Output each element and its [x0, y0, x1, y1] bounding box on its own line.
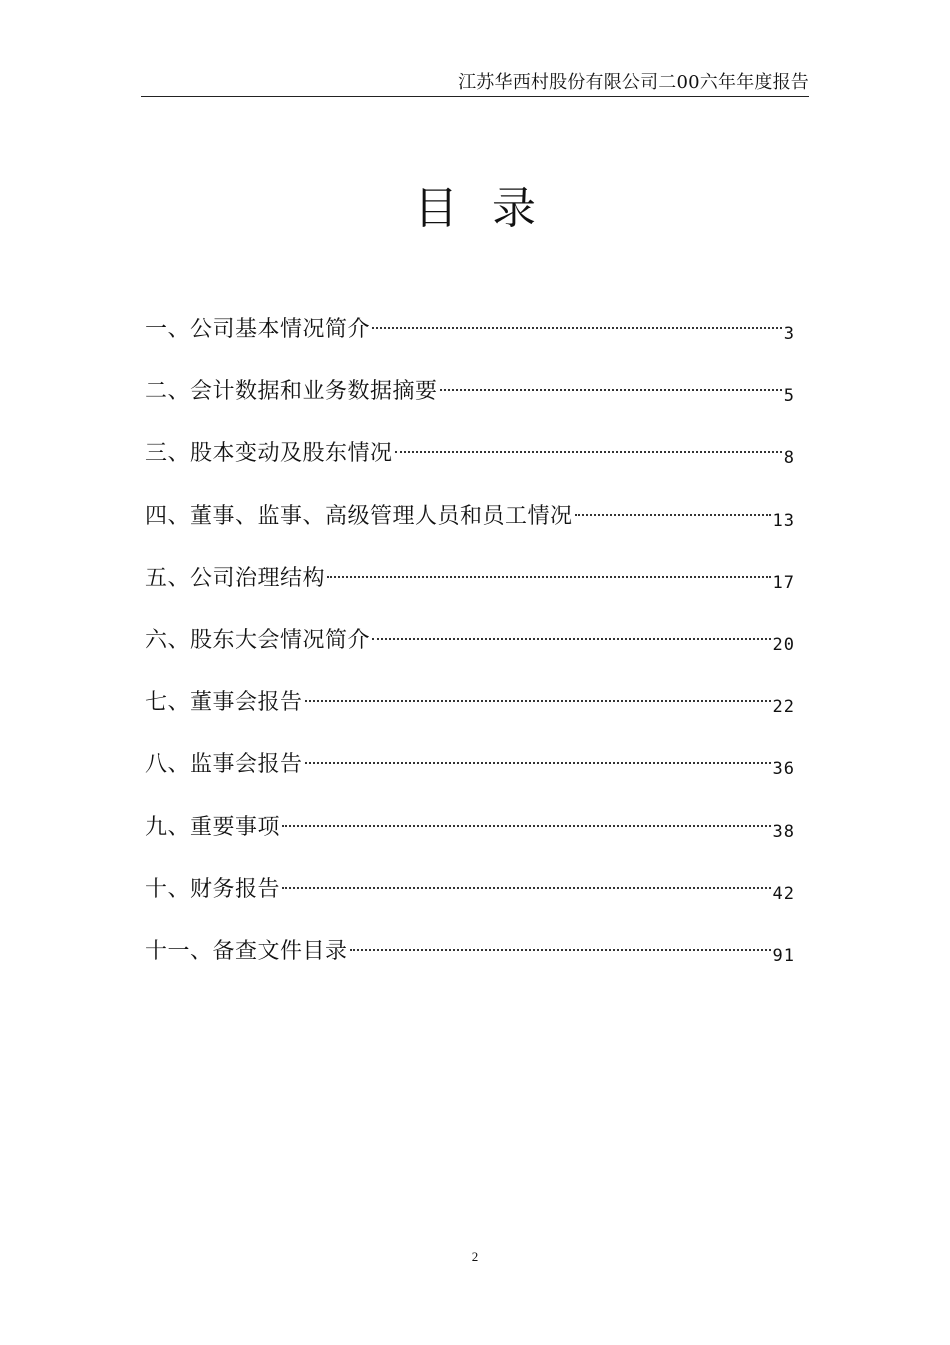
toc-entry-label: 二、会计数据和业务数据摘要: [145, 379, 438, 405]
toc-entry-page: 42: [772, 883, 795, 904]
toc-entry-label: 十一、备查文件目录: [145, 938, 348, 964]
toc-entry[interactable]: [145, 372, 795, 434]
dot-leader: [395, 451, 782, 453]
toc-entry[interactable]: [145, 745, 795, 807]
dot-leader: [372, 638, 771, 640]
toc-entry-label: 六、股东大会情况简介: [145, 627, 371, 653]
toc-entry-page: 91: [772, 945, 795, 966]
table-of-contents: [145, 310, 795, 994]
toc-entry[interactable]: [145, 932, 795, 994]
toc-entry-label: 九、重要事项: [145, 814, 281, 840]
toc-entry[interactable]: [145, 870, 795, 932]
toc-entry[interactable]: [145, 434, 795, 496]
toc-entry-page: 36: [772, 759, 795, 780]
toc-entry[interactable]: [145, 683, 795, 745]
toc-entry-page: 5: [783, 386, 795, 407]
header-title: 江苏华西村股份有限公司二00六年年度报告: [458, 72, 809, 93]
toc-entry-label: 八、监事会报告: [145, 752, 303, 778]
dot-leader: [305, 700, 771, 702]
toc-entry[interactable]: [145, 310, 795, 372]
dot-leader: [350, 949, 771, 951]
toc-entry[interactable]: [145, 621, 795, 683]
toc-entry-label: 四、董事、监事、高级管理人员和员工情况: [145, 503, 573, 529]
toc-entry-label: 三、股本变动及股东情况: [145, 441, 393, 467]
toc-entry-label: 十、财务报告: [145, 876, 281, 902]
dot-leader: [440, 389, 782, 391]
page-title: 目录: [414, 183, 570, 234]
page-number: 2: [471, 1249, 479, 1264]
toc-entry-page: 8: [783, 448, 795, 469]
toc-entry-page: 13: [772, 510, 795, 531]
dot-leader: [305, 762, 771, 764]
toc-entry-label: 七、董事会报告: [145, 690, 303, 716]
page-header: [141, 66, 809, 97]
toc-entry-page: 20: [772, 634, 795, 655]
dot-leader: [282, 887, 771, 889]
toc-entry[interactable]: [145, 497, 795, 559]
dot-leader: [327, 576, 771, 578]
toc-entry-page: 38: [772, 821, 795, 842]
dot-leader: [575, 514, 771, 516]
toc-entry[interactable]: [145, 559, 795, 621]
toc-entry-label: 一、公司基本情况简介: [145, 317, 371, 342]
toc-entry-label: 五、公司治理结构: [145, 565, 326, 591]
toc-entry[interactable]: [145, 808, 795, 870]
dot-leader: [282, 825, 771, 827]
toc-entry-page: 17: [772, 572, 795, 593]
dot-leader: [372, 327, 782, 329]
toc-entry-page: 22: [772, 697, 795, 718]
toc-entry-page: 3: [783, 324, 795, 344]
